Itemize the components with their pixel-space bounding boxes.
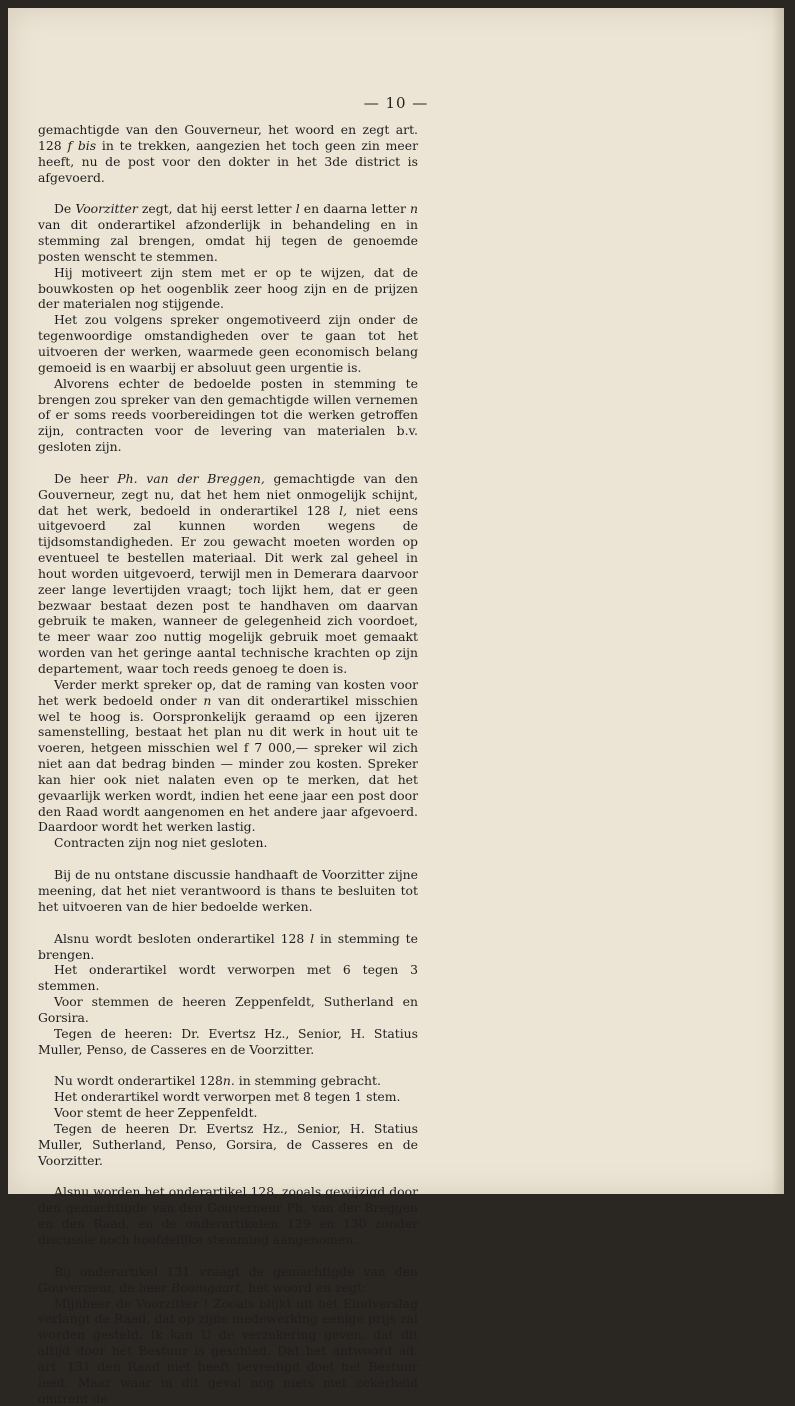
text-run: Tegen de heeren Dr. Evertsz Hz., Senior, H. Statius Muller, Sutherland, Penso, Gorsira, de Casseres en de Voorzitter. <box>38 1120 418 1168</box>
text-run: in te trekken, aangezien het toch geen zin meer heeft, nu de post voor den dokter in het 3de district is afgevoerd. <box>38 137 419 185</box>
text-run: Alsnu wordt besloten onderartikel 128 <box>54 930 311 946</box>
text-run: Nu wordt onderartikel 128 <box>54 1073 223 1089</box>
paragraph <box>38 994 418 1026</box>
text-run: het woord en zegt: <box>244 1279 367 1295</box>
paragraph <box>38 1026 418 1058</box>
italic-text: Ph. van der Breggen, <box>117 470 265 486</box>
text-run: Het onderartikel wordt verworpen met 8 tegen 1 stem. <box>54 1089 401 1105</box>
paragraph <box>38 312 418 375</box>
italic-text: Boomgaart, <box>171 1279 245 1295</box>
text-run: niet eens uitgevoerd zal kunnen worden wegens de tijdsomstandigheden. Er zou gewacht moeten worden op eventueel te bestellen materiaal. Dit werk zal geheel in hout worden uitgevoerd, terwijl men in Demerara daarvoor zeer lange levertijden vraagt; toch lijkt hem, dat er geen bezwaar bestaat dezen post te handhaven om daarvan gebruik te maken, wanneer de gelegenheid zich voordoet, te meer waar zoo nuttig mogelijk gebruik moet gemaakt worden van het geringe aantal technische krachten op zijn departement, waar toch reeds genoeg te doen is. <box>38 502 418 676</box>
text-run: Tegen de heeren: Dr. Evertsz Hz., Senior, H. Statius Muller, Penso, de Casseres en de Voorzitter. <box>38 1025 418 1057</box>
page-edge-shadow <box>772 8 784 1194</box>
paragraph <box>38 1184 418 1247</box>
text-run: in stemming te brengen. <box>38 930 418 962</box>
paragraph <box>38 835 418 851</box>
text-run: Mijnheer de Voorzitter ! Zooals blijkt uit het Eindverslag verlangt de Raad, dat op zijne medewerking eenige prijs zal worden gesteld. Ik kan U de verzekering geven, dat dit altijd door het Bestuur is geschied. Dat het antwoord ad. art. 131 den Raad niet heeft bevredigd doet het Bestuur leed. Maar waar in dit geval nog niets met zekerheid omtrent de <box>38 1295 418 1406</box>
paragraph <box>38 1089 418 1105</box>
text-run: Verder merkt spreker op, dat de raming van kosten voor het werk bedoeld onder <box>38 676 418 708</box>
paragraph <box>38 931 418 963</box>
paragraph <box>38 677 418 835</box>
italic-text: n <box>203 692 212 708</box>
document-page <box>8 8 784 1406</box>
text-run: Bij de nu ontstane discussie handhaaft de Voorzitter zijne meening, dat het niet verantwoord is thans te besluiten tot het uitvoeren van de hier bedoelde werken. <box>38 867 418 914</box>
paragraph <box>38 1105 418 1121</box>
text-run: zegt, dat hij eerst letter <box>137 201 296 217</box>
text-run: Contracten zijn nog niet gesloten. <box>54 835 268 851</box>
text-run: gemachtigde van den Gouverneur, het woord en zegt art. 128 <box>38 122 418 153</box>
text-run: . in stemming gebracht. <box>230 1073 381 1089</box>
text-run: Alvorens echter de bedoelde posten in stemming te brengen zou spreker van den gemachtigde willen vernemen of er soms reeds voorbereidingen tot die werken getroffen zijn, contracten voor de levering van materialen b.v. gesloten zijn. <box>38 375 418 455</box>
text-run: Bij onderartikel 131 vraagt de gemachtigde van den Gouverneur, de heer <box>38 1263 418 1295</box>
text-run: gemachtigde van den Gouverneur, zegt nu, dat het hem niet onmogelijk schijnt, dat het werk, bedoeld in onderartikel 128 <box>38 470 419 518</box>
text-run: Het onderartikel wordt verworpen met 6 tegen 3 stemmen. <box>38 962 418 994</box>
paragraph <box>38 1121 418 1169</box>
paragraph <box>38 1296 418 1406</box>
italic-text: Voorzitter <box>75 201 138 217</box>
text-run: en daarna letter <box>299 201 410 217</box>
italic-text: n <box>410 201 418 217</box>
paragraph <box>38 1264 418 1296</box>
text-run: Hij motiveert zijn stem met er op te wijzen, dat de bouwkosten op het oogenblik zeer hoog zijn en de prijzen der materialen nog stijgende. <box>38 264 418 312</box>
text-run: van dit onderartikel afzonderlijk in behandeling en in stemming zal brengen, omdat hij tegen de genoemde posten wenscht te stemmen. <box>38 217 418 264</box>
paragraph <box>38 867 418 915</box>
italic-text: f bis <box>67 137 97 153</box>
italic-text: l <box>295 201 300 217</box>
paragraph <box>38 122 418 185</box>
paragraph <box>38 471 418 677</box>
paragraph <box>38 201 418 264</box>
text-run: Alsnu worden het onderartikel 128, zooals gewijzigd door den gemachtigde van den Gouverneur Ph. van der Breggen en den Raad, en de onderartikelen 129 en 130 zonder discussie noch hoofdelijke stemming aangenomen. <box>38 1184 418 1247</box>
paragraph <box>38 265 418 313</box>
paragraph <box>38 962 418 994</box>
page-number: — 10 — <box>363 94 429 112</box>
italic-text: n <box>222 1073 231 1089</box>
italic-text: l <box>310 930 315 946</box>
text-run: Voor stemt de heer Zeppenfeldt. <box>54 1105 258 1121</box>
text-run: Voor stemmen de heeren Zeppenfeldt, Sutherland en Gorsira. <box>38 994 418 1025</box>
paragraph <box>38 376 418 455</box>
text-run: van dit onderartikel misschien wel te hoog is. Oorspronkelijk geraamd op een ijzeren samenstelling, bestaat het plan nu dit werk in hout uit te voeren, hetgeen misschien wel f 7 000,— spreker wil zich niet aan dat bedrag binden — minder zou kosten. Spreker kan hier ook niet nalaten even op te merken, dat het gevaarlijk werken wordt, indien het eene jaar een post door den Raad wordt aangenomen en het andere jaar afgevoerd. Daardoor wordt het werken lastig. <box>38 692 418 835</box>
paragraph <box>38 1073 418 1089</box>
body-text <box>38 122 418 1406</box>
text-run: Het zou volgens spreker ongemotiveerd zijn onder de tegenwoordige omstandigheden over te gaan tot het uitvoeren der werken, waarmede geen economisch belang gemoeid is en waarbij er absoluut geen urgentie is. <box>38 312 418 375</box>
text-run: De heer <box>54 470 118 486</box>
italic-text: l, <box>339 502 348 518</box>
text-run: De <box>54 201 76 217</box>
